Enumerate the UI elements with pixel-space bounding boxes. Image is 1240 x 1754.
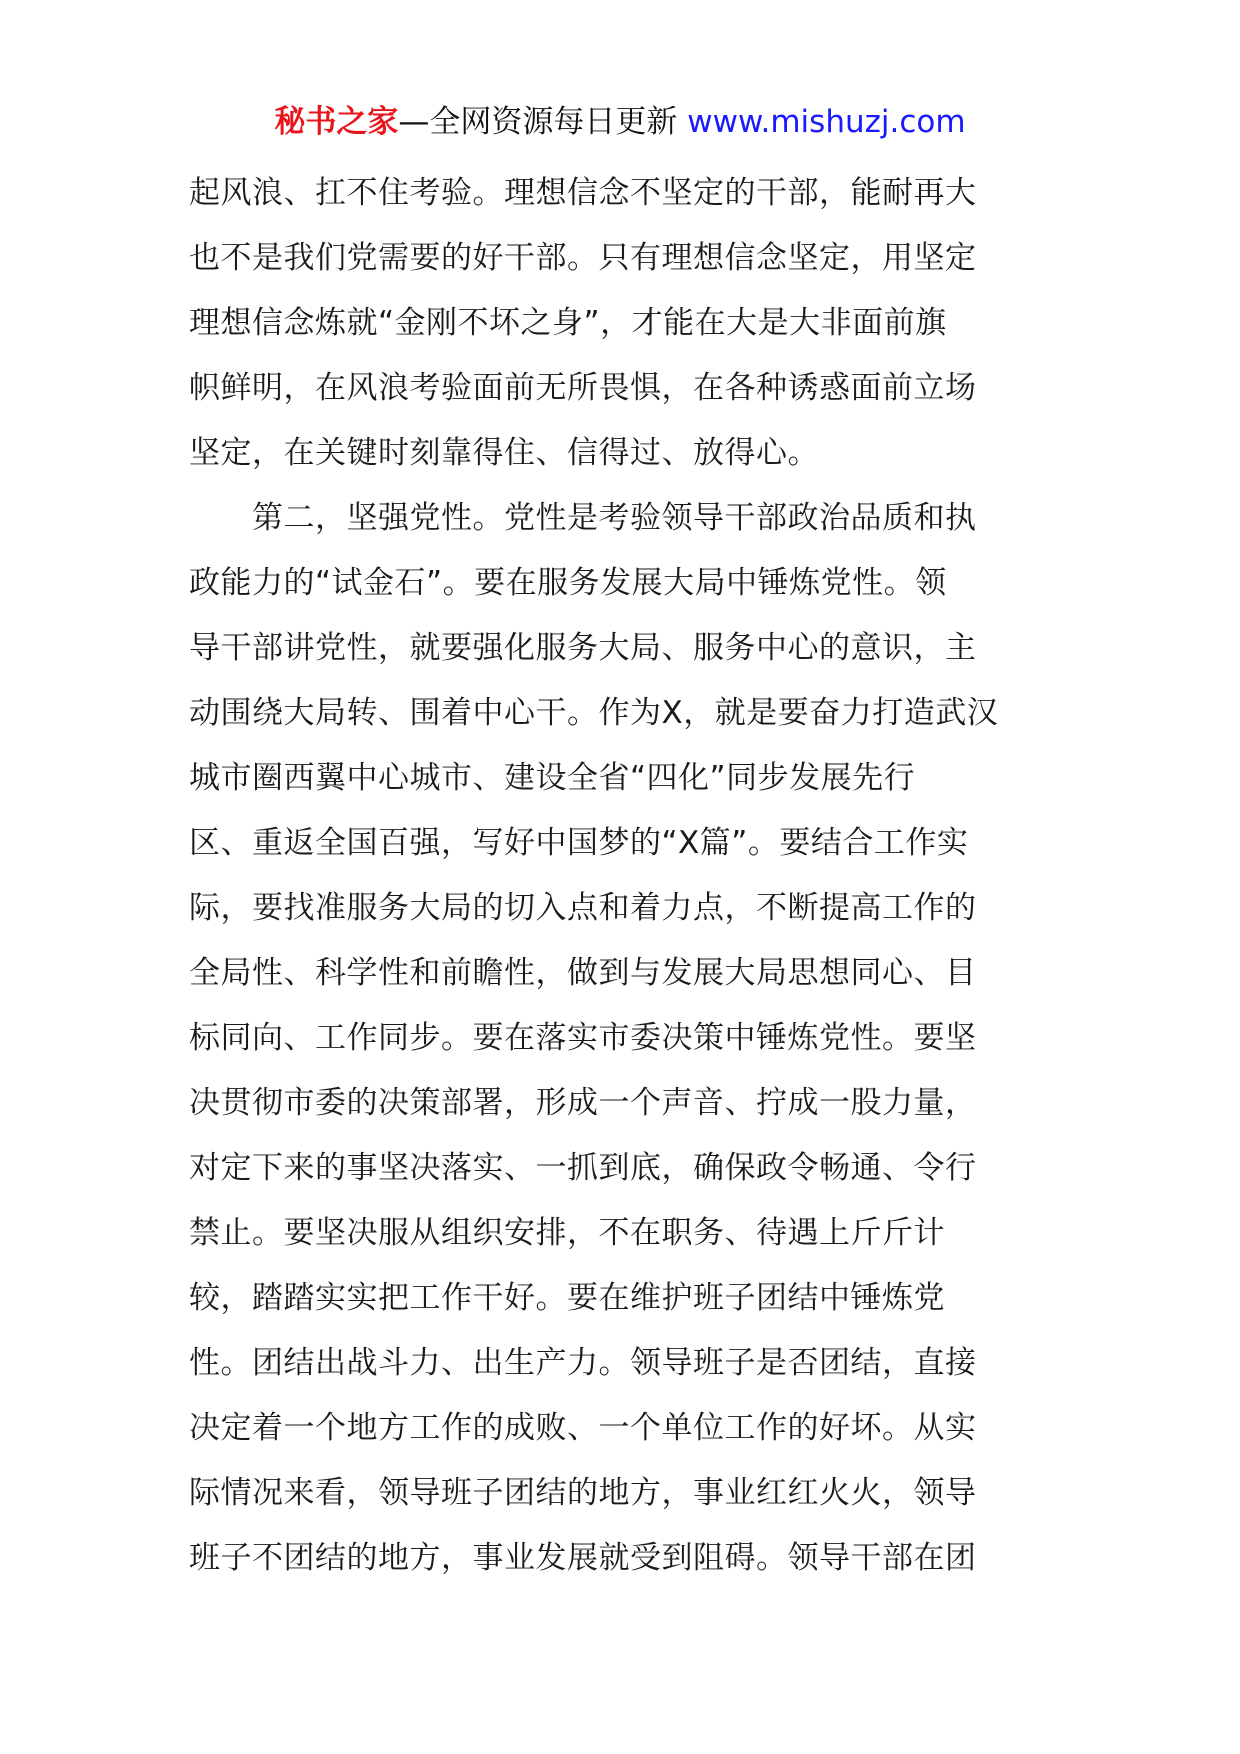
text-line: 性。团结出战斗力、出生产力。领导班子是否团结，直接 <box>189 1345 977 1381</box>
text-line: 理想信念炼就“金刚不坏之身”，才能在大是大非面前旗 <box>189 305 947 341</box>
text-line: 帜鲜明，在风浪考验面前无所畏惧，在各种诱惑面前立场 <box>189 370 977 406</box>
text-line: 坚定，在关键时刻靠得住、信得过、放得心。 <box>189 435 819 471</box>
text-line: 禁止。要坚决服从组织安排，不在职务、待遇上斤斤计 <box>189 1215 945 1251</box>
page-header <box>0 100 1240 144</box>
document-body <box>189 161 1059 1591</box>
text-line: 城市圈西翼中心城市、建设全省“四化”同步发展先行 <box>189 760 916 796</box>
text-line: 政能力的“试金石”。要在服务发展大局中锤炼党性。领 <box>189 565 947 601</box>
site-url-link[interactable]: www.mishuzj.com <box>687 104 966 140</box>
text-line: 区、重返全国百强，写好中国梦的“X篇”。要结合工作实 <box>189 825 969 861</box>
text-line: 班子不团结的地方，事业发展就受到阻碍。领导干部在团 <box>189 1540 977 1576</box>
header-tagline: —全网资源每日更新 <box>398 104 688 140</box>
text-line: 决定着一个地方工作的成败、一个单位工作的好坏。从实 <box>189 1410 977 1446</box>
text-line: 决贯彻市委的决策部署，形成一个声音、拧成一股力量， <box>189 1085 977 1121</box>
brand-name: 秘书之家 <box>274 104 399 140</box>
text-line: 际情况来看，领导班子团结的地方，事业红红火火，领导 <box>189 1475 977 1511</box>
text-line: 第二，坚强党性。党性是考验领导干部政治品质和执 <box>189 500 977 536</box>
text-line: 动围绕大局转、围着中心干。作为X，就是要奋力打造武汉 <box>189 695 999 731</box>
text-line: 也不是我们党需要的好干部。只有理想信念坚定，用坚定 <box>189 240 977 276</box>
text-line: 际，要找准服务大局的切入点和着力点，不断提高工作的 <box>189 890 977 926</box>
text-line: 起风浪、扛不住考验。理想信念不坚定的干部，能耐再大 <box>189 175 977 211</box>
text-line: 较，踏踏实实把工作干好。要在维护班子团结中锤炼党 <box>189 1280 945 1316</box>
text-line: 标同向、工作同步。要在落实市委决策中锤炼党性。要坚 <box>189 1020 977 1056</box>
text-line: 导干部讲党性，就要强化服务大局、服务中心的意识，主 <box>189 630 977 666</box>
text-line: 对定下来的事坚决落实、一抓到底，确保政令畅通、令行 <box>189 1150 977 1186</box>
text-line: 全局性、科学性和前瞻性，做到与发展大局思想同心、目 <box>189 955 977 991</box>
